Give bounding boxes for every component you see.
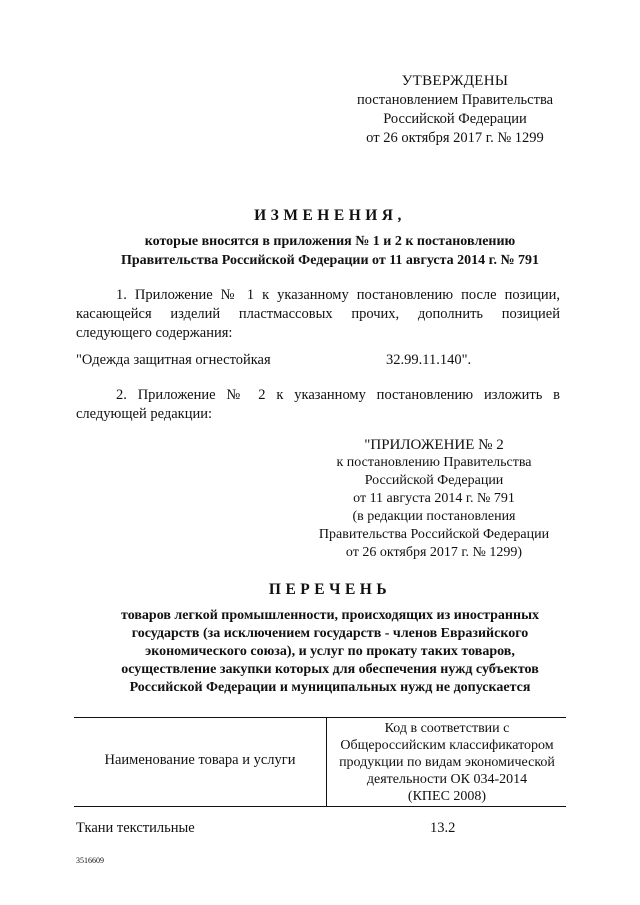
approval-date: от 26 октября 2017 г. № 1299 <box>366 130 544 146</box>
approval-line: постановлением Правительства <box>356 92 554 108</box>
appendix-line: к постановлению Правительства <box>336 455 532 470</box>
paragraph-2 <box>76 386 560 424</box>
approval-heading: УТВЕРЖДЕНЫ <box>401 73 509 89</box>
changes-title: ИЗМЕНЕНИЯ, <box>254 207 406 224</box>
table-header-code-line: Код в соответствии с <box>384 721 510 736</box>
table-header-bottom-border <box>74 806 566 807</box>
table-header-code-line: продукции по видам экономической <box>339 755 555 770</box>
table-header-code <box>328 720 566 805</box>
document-number: 3516609 <box>76 856 104 865</box>
list-subtitle-line: осуществление закупки которых для обеспечения нужд субъектов <box>121 662 539 677</box>
table-column-divider <box>326 717 327 806</box>
changes-subtitle <box>60 232 600 270</box>
paragraph-1 <box>76 286 560 343</box>
inserted-item-name: "Одежда защитная огнестойкая <box>76 352 271 368</box>
table-row-code: 13.2 <box>430 820 456 836</box>
appendix-line: Правительства Российской Федерации <box>318 527 550 542</box>
appendix-line: от 11 августа 2014 г. № 791 <box>353 491 515 506</box>
list-subtitle-line: Российской Федерации и муниципальных нужд не допускается <box>129 680 531 695</box>
appendix-line: (в редакции постановления <box>352 509 516 524</box>
table-header-code-line: Общероссийским классификатором <box>340 738 554 753</box>
list-title: ПЕРЕЧЕНЬ <box>268 581 392 598</box>
appendix-header <box>308 436 560 562</box>
inserted-item-code: 32.99.11.140". <box>386 352 472 368</box>
list-subtitle <box>60 607 600 697</box>
table-header-code-line: (КПЕС 2008) <box>407 789 487 804</box>
approval-line: Российской Федерации <box>383 111 527 127</box>
table-header-name: Наименование товара и услуги <box>104 752 296 768</box>
changes-subtitle-line: которые вносятся в приложения № 1 и 2 к постановлению <box>144 234 516 249</box>
appendix-line: Российской Федерации <box>364 473 504 488</box>
list-subtitle-line: экономического союза), и услуг по прокату таких товаров, <box>145 644 515 659</box>
table-top-border <box>74 717 566 718</box>
appendix-title: "ПРИЛОЖЕНИЕ № 2 <box>364 437 504 453</box>
approval-stamp <box>330 72 580 148</box>
changes-subtitle-line: Правительства Российской Федерации от 11 августа 2014 г. № 791 <box>120 253 540 268</box>
appendix-line: от 26 октября 2017 г. № 1299) <box>345 545 523 560</box>
list-subtitle-line: товаров легкой промышленности, происходящих из иностранных <box>121 608 539 623</box>
paragraph-1-text: 1. Приложение № 1 к указанному постановлению после позиции, касающейся изделий пластмассовых прочих, дополнить позицией следующего содержания: <box>76 287 560 341</box>
table-row-name: Ткани текстильные <box>76 820 195 836</box>
paragraph-2-text: 2. Приложение № 2 к указанному постановлению изложить в следующей редакции: <box>76 387 560 422</box>
list-subtitle-line: государств (за исключением государств - членов Евразийского <box>131 626 529 641</box>
table-header-code-line: деятельности ОК 034-2014 <box>366 772 528 787</box>
